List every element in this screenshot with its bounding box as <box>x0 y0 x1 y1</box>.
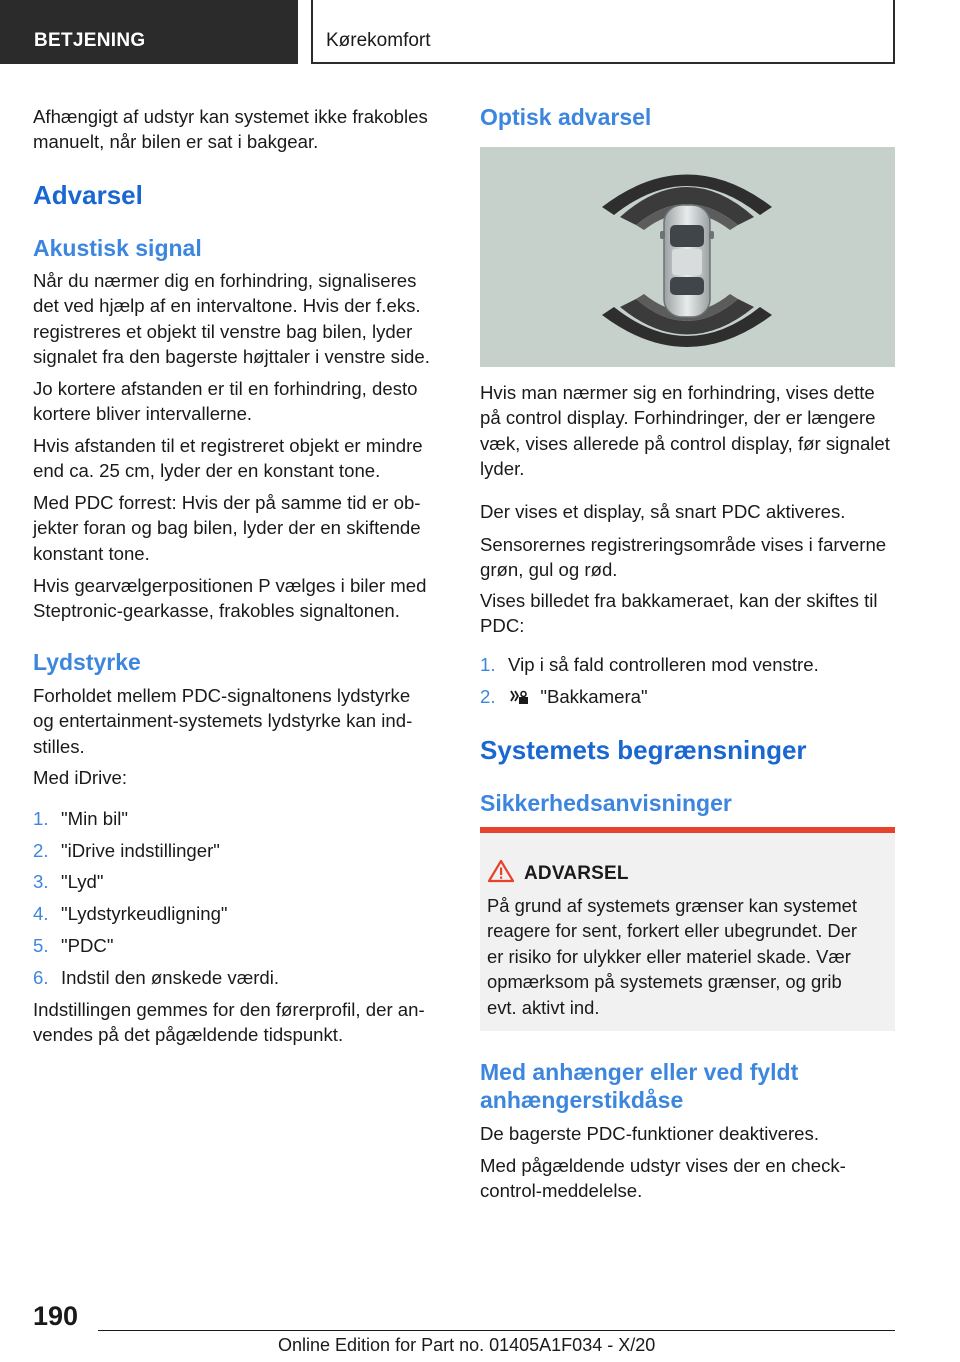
heading-optisk-advarsel: Optisk advarsel <box>480 104 652 130</box>
warning-triangle-icon <box>488 859 514 883</box>
list-text-label: "Bakkamera" <box>540 686 648 707</box>
list-text: "Min bil" <box>61 808 128 829</box>
footer-divider <box>98 1330 895 1331</box>
paragraph-steptronic: Hvis gearvælgerpositionen P vælges i biler med Steptronic-gearkasse, frakobles signaltonen. <box>33 575 427 622</box>
page-number: 190 <box>33 1301 79 1331</box>
list-text: "Lydstyrkeudligning" <box>61 903 228 924</box>
list-text: "Lyd" <box>61 871 104 892</box>
list-text: Indstil den ønskede værdi. <box>61 967 280 988</box>
header-chapter-label: Kørekomfort <box>326 30 431 51</box>
list-number: 2. <box>33 840 49 861</box>
rear-camera-icon <box>508 688 530 706</box>
paragraph-camera: Vises billedet fra bakkameraet, kan der skiftes til PDC: <box>480 590 878 637</box>
list-text: "PDC" <box>61 935 114 956</box>
header-chapter-tab <box>311 0 895 64</box>
header-section-label: BETJENING <box>34 30 146 51</box>
paragraph-intervals: Jo kortere afstanden er til en forhindring, desto kortere bliver intervallerne. <box>33 378 418 425</box>
list-text: Vip i så fald controlleren mod venstre. <box>508 654 819 675</box>
heading-advarsel: Advarsel <box>33 180 143 210</box>
heading-sikkerhedsanvisninger: Sikkerhedsanvisninger <box>480 790 732 816</box>
list-number: 3. <box>33 871 49 892</box>
heading-lydstyrke: Lydstyrke <box>33 649 141 675</box>
paragraph-constant-tone: Hvis afstanden til et registreret objekt er mindre end ca. 25 cm, lyder der en konstant tone. <box>33 435 423 482</box>
list-number: 1. <box>480 654 496 675</box>
paragraph-colors: Sensorernes registreringsområde vises i farverne grøn, gul og rød. <box>480 534 887 581</box>
heading-akustisk-signal: Akustisk signal <box>33 235 202 261</box>
list-text: "iDrive indstillinger" <box>61 840 220 861</box>
pdc-display-illustration <box>480 147 895 367</box>
paragraph-profile: Indstillingen gemmes for den førerprofil, der an‐ vendes på det pågældende tidspunkt. <box>33 999 425 1046</box>
list-number: 4. <box>33 903 49 924</box>
paragraph-check-control: Med pågældende udstyr vises der en check- control-meddelelse. <box>480 1155 846 1202</box>
heading-systemets-begraensninger: Systemets begrænsninger <box>480 735 807 765</box>
intro-paragraph: Afhængigt af udstyr kan systemet ikke frakobles manuelt, når bilen er sat i bakgear. <box>33 106 428 153</box>
paragraph-deactivate: De bagerste PDC-funktioner deaktiveres. <box>480 1123 819 1144</box>
paragraph-volume: Forholdet mellem PDC-signaltonens lydstyrke og entertainment-systemets lydstyrke kan ind‐ stilles. <box>33 685 413 757</box>
header-section-tab <box>0 0 298 64</box>
list-number: 2. <box>480 686 496 707</box>
warning-text: På grund af systemets grænser kan systemet reagere for sent, forkert eller ubegrundet. Der er risiko for ulykker eller materiel skade. Vær opmærksom på systemets grænser, og grib evt. aktivt ind. <box>487 895 858 1018</box>
paragraph-optical: Hvis man nærmer sig en forhindring, vises dette på control display. Forhindringer, der er længere væk, vises allerede på control display, før signalet lyder. <box>480 382 890 480</box>
paragraph-display: Der vises et display, så snart PDC aktiveres. <box>480 501 846 522</box>
list-number: 1. <box>33 808 49 829</box>
list-text <box>508 684 648 709</box>
warning-box <box>480 827 895 1031</box>
heading-anhaenger: Med anhænger eller ved fyldt anhængerstikdåse <box>480 1059 799 1113</box>
paragraph-idrive: Med iDrive: <box>33 767 128 788</box>
paragraph-pdc-front: Med PDC forrest: Hvis der på samme tid er ob‐ jekter foran og bag bilen, lyder der en skiftende konstant tone. <box>33 492 421 564</box>
list-number: 5. <box>33 935 49 956</box>
list-number: 6. <box>33 967 49 988</box>
warning-title: ADVARSEL <box>524 863 629 884</box>
paragraph-signal: Når du nærmer dig en forhindring, signaliseres det ved hjælp af en intervaltone. Hvis der f.eks. registreres et objekt til venstre bag bilen, lyder signalet fra den bagerste højttaler i venstre side. <box>33 270 430 368</box>
footer-edition: Online Edition for Part no. 01405A1F034 - X/20 <box>278 1335 656 1355</box>
